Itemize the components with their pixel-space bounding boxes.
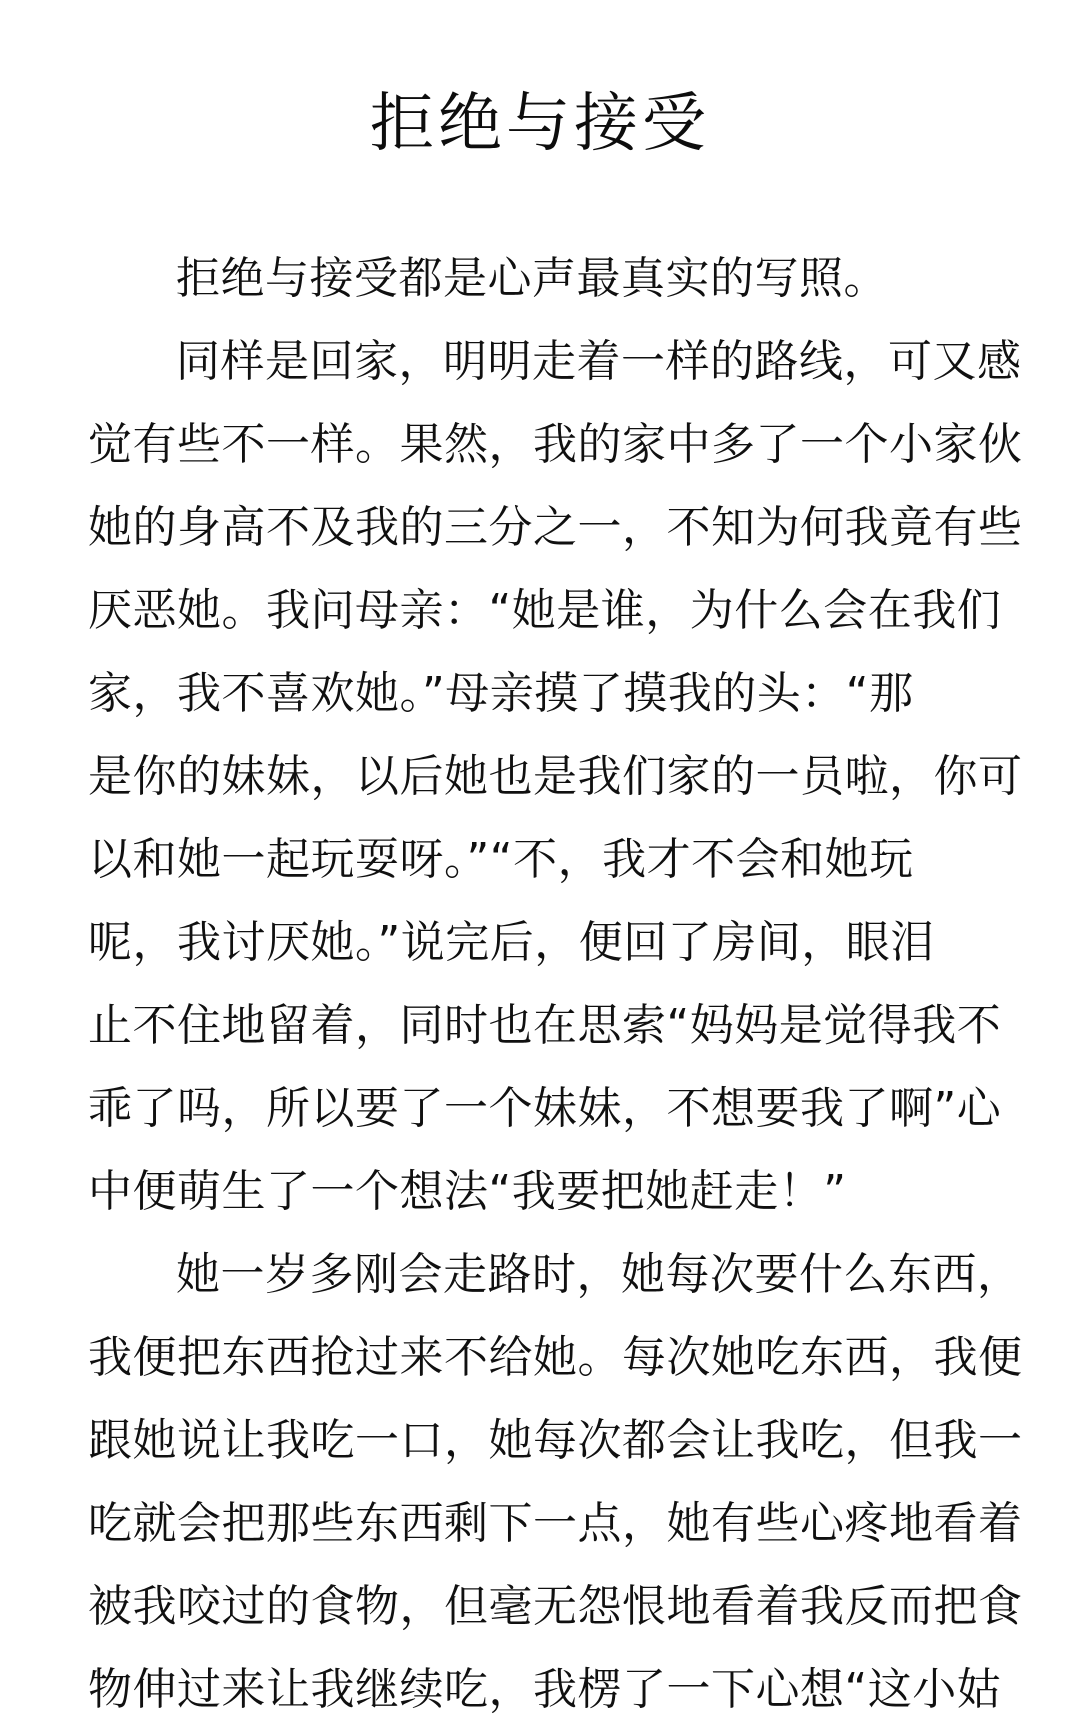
essay-line: 拒绝与接受都是心声最真实的写照。 (176, 252, 888, 304)
essay-line: 是你的妹妹，以后她也是我们家的一员啦，你可 (88, 750, 1023, 802)
essay-line: 呢，我讨厌她。”说完后，便回了房间，眼泪 (88, 916, 935, 968)
essay-line: 厌恶她。我问母亲：“她是谁，为什么会在我们 (88, 584, 1002, 636)
essay-line: 吃就会把那些东西剩下一点，她有些心疼地看着 (88, 1497, 1023, 1549)
essay-line: 同样是回家，明明走着一样的路线，可又感 (176, 335, 1022, 387)
essay-line: 被我咬过的食物，但毫无怨恨地看着我反而把食 (88, 1580, 1023, 1632)
essay-line: 她一岁多刚会走路时，她每次要什么东西， (176, 1248, 1022, 1300)
essay-body (88, 232, 1023, 1726)
essay-title: 拒绝与接受 (370, 87, 710, 161)
essay-line: 家，我不喜欢她。”母亲摸了摸我的头：“那 (88, 667, 914, 719)
essay-line: 觉有些不一样。果然，我的家中多了一个小家伙 (88, 418, 1023, 470)
essay-line: 中便萌生了一个想法“我要把她赶走！” (88, 1165, 847, 1217)
essay-line: 物伸过来让我继续吃，我楞了一下心想“这小姑 (88, 1663, 1002, 1715)
essay-line: 乖了吗，所以要了一个妹妹，不想要我了啊”心 (88, 1082, 1002, 1134)
essay-line: 止不住地留着，同时也在思索“妈妈是觉得我不 (88, 999, 1002, 1051)
essay-line: 我便把东西抢过来不给她。每次她吃东西，我便 (88, 1331, 1023, 1383)
essay-line: 她的身高不及我的三分之一，不知为何我竟有些 (88, 501, 1023, 553)
essay-line: 以和她一起玩耍呀。”“不，我才不会和她玩 (88, 833, 914, 885)
essay-line: 跟她说让我吃一口，她每次都会让我吃，但我一 (88, 1414, 1023, 1466)
